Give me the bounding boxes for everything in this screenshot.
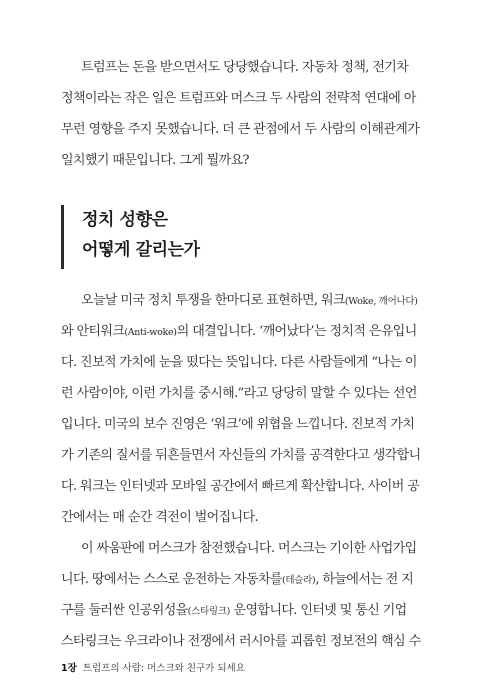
text-line: 정책이라는 작은 일은 트럼프와 머스크 두 사람의 전략적 연대에 아 bbox=[61, 91, 416, 106]
text-line: 무런 영향을 주지 못했습니다. 더 큰 관점에서 두 사람의 이해관계가 bbox=[61, 122, 420, 137]
text-line: 니다. 땅에서는 스스로 운전하는 자동차를(테슬라), 하늘에서는 전 지 bbox=[61, 572, 414, 587]
paragraph-intro bbox=[61, 52, 439, 176]
text-line: 구를 둘러싼 인공위성을(스타링크) 운영합니다. 인터넷 및 통신 기업 bbox=[61, 603, 407, 618]
chapter-number: 1장 bbox=[61, 663, 77, 674]
text-line: 트럼프는 돈을 받으면서도 당당했습니다. 자동차 정책, 전기차 bbox=[81, 60, 409, 75]
heading-line: 정치 성향은 bbox=[82, 210, 168, 230]
text-line: 입니다. 미국의 보수 진영은 ‘워크’에 위협을 느낍니다. 진보적 가치 bbox=[61, 417, 415, 432]
text-line: 간에서는 매 순간 격전이 벌어집니다. bbox=[61, 510, 259, 525]
heading-line: 어떻게 갈리는가 bbox=[82, 240, 200, 260]
text-line: 다. 진보적 가치에 눈을 떴다는 뜻입니다. 다른 사람들에게 “나는 이 bbox=[61, 355, 417, 370]
text-line: 와 안티워크(Anti-woke)의 대결입니다. ‘깨어났다’는 정치적 은유입니 bbox=[61, 324, 417, 339]
text-line: 다. 워크는 인터넷과 모바일 공간에서 빠르게 확산합니다. 사이버 공 bbox=[61, 479, 420, 494]
page-footer bbox=[61, 660, 245, 674]
paragraph-woke bbox=[61, 285, 439, 533]
paragraph-musk bbox=[61, 533, 439, 657]
chapter-title: 트럼프의 사람: 머스크와 친구가 되세요 bbox=[82, 663, 245, 674]
text-line: 일치했기 때문입니다. 그게 뭘까요? bbox=[61, 153, 249, 168]
text-line: 오늘날 미국 정치 투쟁을 한마디로 표현하면, 워크(Woke, 깨어나다) bbox=[81, 293, 418, 308]
text-line: 런 사람이야, 이런 가치를 중시해.”라고 당당히 말할 수 있다는 선언 bbox=[61, 386, 417, 401]
text-line: 이 싸움판에 머스크가 참전했습니다. 머스크는 기이한 사업가입 bbox=[81, 541, 417, 556]
text-line: 스타링크는 우크라이나 전쟁에서 러시아를 괴롭힌 정보전의 핵심 수 bbox=[61, 634, 421, 649]
text-line: 가 기존의 질서를 뒤흔들면서 자신들의 가치를 공격한다고 생각합니 bbox=[61, 448, 421, 463]
section-heading bbox=[61, 205, 200, 269]
